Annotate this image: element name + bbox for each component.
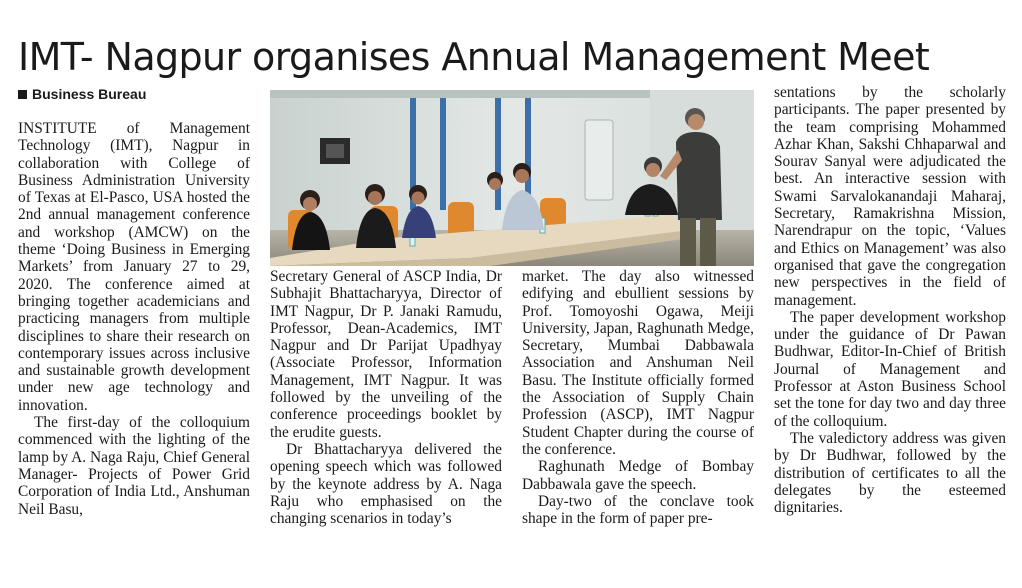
- headline: IMT- Nagpur organises Annual Management Meet: [18, 35, 930, 80]
- paragraph: INSTITUTE of Management Technology (IMT), Nagpur in collaboration with College of Business Administration University of Texas at El-Pasco, USA hosted the 2nd annual management conference and workshop (AMCW) on the theme ‘Doing Business in Emerging Markets’ from January 27 to 29, 2020. The conference aimed at bringing together academicians and practicing managers from multiple disciplines to share their research on contemporary issues across inclusive and sustainable growth development under new age technology and innovation.: [18, 120, 250, 414]
- paragraph: market. The day also witnessed edifying and ebullient sessions by Prof. Tomoyoshi Ogawa, Meiji University, Japan, Raghunath Medge, Secretary, Mumbai Dabbawala Association and Anshuman Neil Basu. The Institute officially formed the Association of Supply Chain Profession (ASCP), IMT Nagpur Student Chapter during the course of the conference.: [522, 268, 754, 458]
- paragraph: The first-day of the colloquium commenced with the lighting of the lamp by A. Naga Raju, Chief General Manager- Projects of Power Grid Corporation of India Ltd., Anshuman Neil Basu,: [18, 414, 250, 518]
- byline-text: Business Bureau: [32, 86, 147, 102]
- paragraph: Day-two of the conclave took shape in the form of paper pre-: [522, 492, 754, 528]
- article-column-1: [18, 120, 250, 518]
- article-column-4: [774, 84, 1006, 516]
- paragraph: Raghunath Medge of Bombay Dabbawala gave the speech.: [522, 458, 754, 493]
- paragraph: Secretary General of ASCP India, Dr Subhajit Bhattacharyya, Director of IMT Nagpur, Dr P. Janaki Ramudu, Professor, Dean-Academics, IMT Nagpur and Dr Parijat Upadhyay (Associate Professor, Information Management, IMT Nagpur. It was followed by the unveiling of the conference proceedings booklet by the erudite guests.: [270, 268, 502, 441]
- byline: [18, 86, 258, 102]
- conference-photo: [270, 90, 754, 266]
- paragraph: The valedictory address was given by Dr Budhwar, followed by the distribution of certificates to all the delegates by the esteemed dignitaries.: [774, 429, 1006, 517]
- article-column-3: [522, 268, 754, 527]
- article-column-2: [270, 268, 502, 527]
- paragraph: Dr Bhattacharyya delivered the opening speech which was followed by the keynote address by A. Naga Raju who emphasised on the changing scenarios in today’s: [270, 440, 502, 528]
- paragraph: sentations by the scholarly participants. The paper presented by the team comprising Mohammed Azhar Khan, Sakshi Chhaparwal and Sourav Sanyal were adjudicated the best. An interactive session with Swami Sarvalokanandaji Maharaj, Secretary, Ramakrishna Mission, Narendrapur on the topic, ‘Values and Ethics on Management’ was also organised that gave the congregation new perspectives in the field of management.: [774, 84, 1006, 309]
- paragraph: The paper development workshop under the guidance of Dr Pawan Budhwar, Editor-In-Chief of British Journal of Management and Professor at Aston Business School set the tone for day two and day three of the colloquium.: [774, 308, 1006, 430]
- bullet-square-icon: [18, 90, 27, 99]
